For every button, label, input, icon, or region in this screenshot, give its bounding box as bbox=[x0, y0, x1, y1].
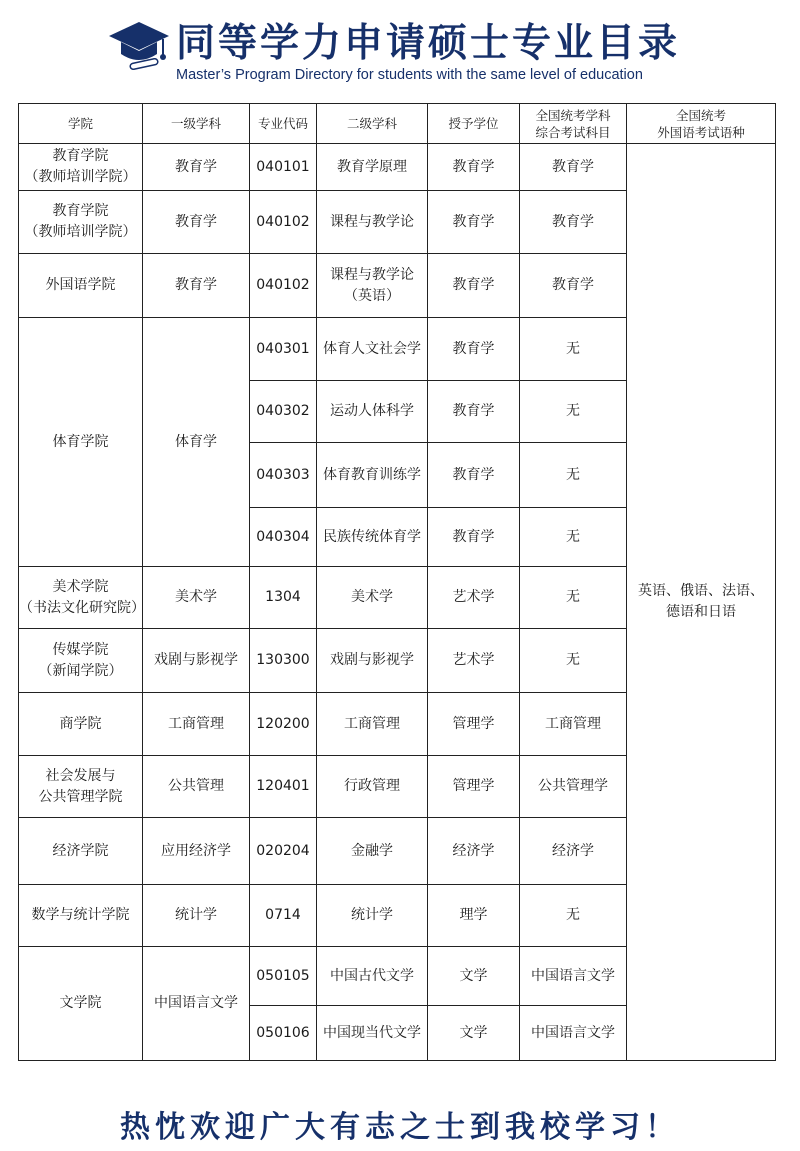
discipline-cell: 工商管理 bbox=[143, 693, 250, 756]
foreign-language-cell: 英语、俄语、法语、 德语和日语 bbox=[627, 144, 776, 1061]
degree-cell: 教育学 bbox=[428, 191, 520, 254]
column-header: 学院 bbox=[19, 104, 143, 144]
degree-cell: 文学 bbox=[428, 1006, 520, 1061]
major-cell: 民族传统体育学 bbox=[317, 508, 428, 567]
code-cell: 040302 bbox=[250, 381, 317, 443]
degree-cell: 教育学 bbox=[428, 318, 520, 381]
code-cell: 040101 bbox=[250, 144, 317, 191]
degree-cell: 教育学 bbox=[428, 381, 520, 443]
exam-cell: 中国语言文学 bbox=[520, 1006, 627, 1061]
code-cell: 040301 bbox=[250, 318, 317, 381]
degree-cell: 理学 bbox=[428, 885, 520, 947]
exam-cell: 无 bbox=[520, 508, 627, 567]
degree-cell: 经济学 bbox=[428, 818, 520, 885]
college-cell: 经济学院 bbox=[19, 818, 143, 885]
discipline-cell: 教育学 bbox=[143, 191, 250, 254]
major-cell: 体育教育训练学 bbox=[317, 443, 428, 508]
exam-cell: 无 bbox=[520, 885, 627, 947]
code-cell: 040102 bbox=[250, 191, 317, 254]
exam-cell: 经济学 bbox=[520, 818, 627, 885]
exam-cell: 无 bbox=[520, 381, 627, 443]
discipline-cell: 美术学 bbox=[143, 567, 250, 629]
exam-cell: 无 bbox=[520, 629, 627, 693]
exam-cell: 工商管理 bbox=[520, 693, 627, 756]
table-row bbox=[19, 144, 776, 191]
degree-cell: 教育学 bbox=[428, 508, 520, 567]
code-cell: 130300 bbox=[250, 629, 317, 693]
college-cell: 教育学院 （教师培训学院） bbox=[19, 191, 143, 254]
code-cell: 0714 bbox=[250, 885, 317, 947]
graduation-cap-icon bbox=[108, 20, 170, 70]
exam-cell: 教育学 bbox=[520, 191, 627, 254]
major-cell: 课程与教学论 bbox=[317, 191, 428, 254]
exam-cell: 无 bbox=[520, 443, 627, 508]
major-cell: 行政管理 bbox=[317, 756, 428, 818]
major-cell: 中国古代文学 bbox=[317, 947, 428, 1006]
discipline-cell: 教育学 bbox=[143, 254, 250, 318]
exam-cell: 中国语言文学 bbox=[520, 947, 627, 1006]
code-cell: 050105 bbox=[250, 947, 317, 1006]
column-header: 一级学科 bbox=[143, 104, 250, 144]
table-header-row bbox=[19, 104, 776, 144]
code-cell: 040102 bbox=[250, 254, 317, 318]
exam-cell: 无 bbox=[520, 567, 627, 629]
college-cell: 传媒学院 （新闻学院） bbox=[19, 629, 143, 693]
college-cell: 体育学院 bbox=[19, 318, 143, 567]
college-cell: 社会发展与 公共管理学院 bbox=[19, 756, 143, 818]
code-cell: 040303 bbox=[250, 443, 317, 508]
column-header: 全国统考学科 综合考试科目 bbox=[520, 104, 627, 144]
degree-cell: 管理学 bbox=[428, 756, 520, 818]
column-header: 全国统考 外国语考试语种 bbox=[627, 104, 776, 144]
code-cell: 120401 bbox=[250, 756, 317, 818]
major-cell: 体育人文社会学 bbox=[317, 318, 428, 381]
college-cell: 文学院 bbox=[19, 947, 143, 1061]
major-cell: 工商管理 bbox=[317, 693, 428, 756]
exam-cell: 公共管理学 bbox=[520, 756, 627, 818]
major-cell: 课程与教学论 （英语） bbox=[317, 254, 428, 318]
degree-cell: 教育学 bbox=[428, 443, 520, 508]
exam-cell: 无 bbox=[520, 318, 627, 381]
degree-cell: 管理学 bbox=[428, 693, 520, 756]
code-cell: 050106 bbox=[250, 1006, 317, 1061]
discipline-cell: 统计学 bbox=[143, 885, 250, 947]
college-cell: 数学与统计学院 bbox=[19, 885, 143, 947]
column-header: 二级学科 bbox=[317, 104, 428, 144]
degree-cell: 艺术学 bbox=[428, 567, 520, 629]
discipline-cell: 中国语言文学 bbox=[143, 947, 250, 1061]
header bbox=[0, 0, 800, 100]
major-cell: 金融学 bbox=[317, 818, 428, 885]
college-cell: 外国语学院 bbox=[19, 254, 143, 318]
major-cell: 统计学 bbox=[317, 885, 428, 947]
discipline-cell: 戏剧与影视学 bbox=[143, 629, 250, 693]
code-cell: 1304 bbox=[250, 567, 317, 629]
exam-cell: 教育学 bbox=[520, 144, 627, 191]
major-cell: 教育学原理 bbox=[317, 144, 428, 191]
degree-cell: 艺术学 bbox=[428, 629, 520, 693]
college-cell: 商学院 bbox=[19, 693, 143, 756]
discipline-cell: 体育学 bbox=[143, 318, 250, 567]
major-cell: 戏剧与影视学 bbox=[317, 629, 428, 693]
discipline-cell: 应用经济学 bbox=[143, 818, 250, 885]
program-directory-table bbox=[18, 103, 776, 1061]
code-cell: 120200 bbox=[250, 693, 317, 756]
discipline-cell: 公共管理 bbox=[143, 756, 250, 818]
page-subtitle: Master’s Program Directory for students with the same level of education bbox=[176, 67, 643, 83]
footer-slogan: 热忱欢迎广大有志之士到我校学习！ bbox=[120, 1110, 680, 1145]
degree-cell: 教育学 bbox=[428, 254, 520, 318]
degree-cell: 文学 bbox=[428, 947, 520, 1006]
major-cell: 中国现当代文学 bbox=[317, 1006, 428, 1061]
college-cell: 美术学院 （书法文化研究院） bbox=[19, 567, 143, 629]
discipline-cell: 教育学 bbox=[143, 144, 250, 191]
column-header: 专业代码 bbox=[250, 104, 317, 144]
major-cell: 运动人体科学 bbox=[317, 381, 428, 443]
major-cell: 美术学 bbox=[317, 567, 428, 629]
page-title: 同等学力申请硕士专业目录 bbox=[176, 21, 681, 66]
column-header: 授予学位 bbox=[428, 104, 520, 144]
code-cell: 020204 bbox=[250, 818, 317, 885]
exam-cell: 教育学 bbox=[520, 254, 627, 318]
college-cell: 教育学院 （教师培训学院） bbox=[19, 144, 143, 191]
degree-cell: 教育学 bbox=[428, 144, 520, 191]
code-cell: 040304 bbox=[250, 508, 317, 567]
